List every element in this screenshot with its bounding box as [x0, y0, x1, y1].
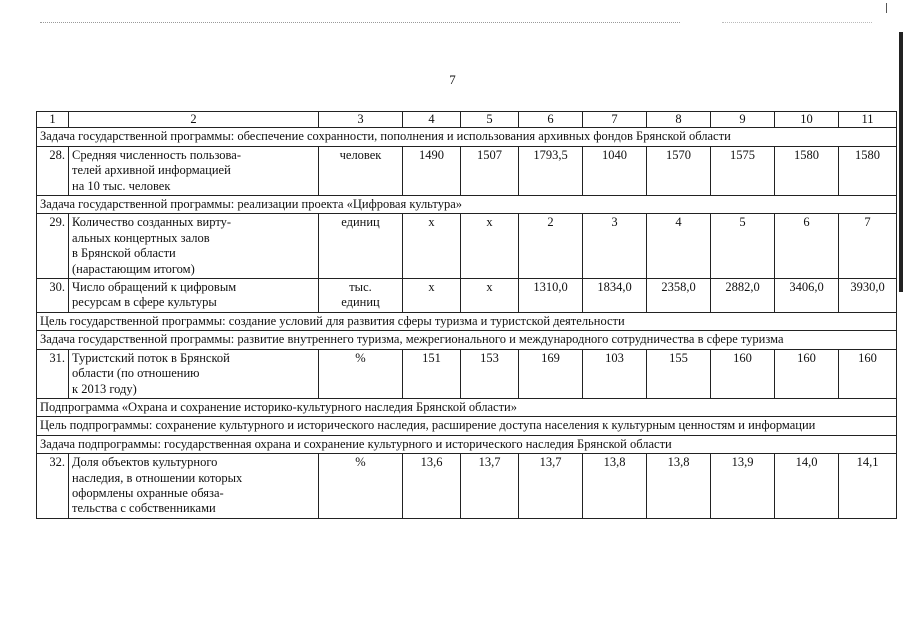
unit-cell [319, 279, 403, 313]
section-row-task [37, 435, 897, 453]
section-row-task [37, 196, 897, 214]
unit-line: тыс. [349, 280, 372, 295]
value-cell: 5 [711, 214, 775, 279]
unit-line: единиц [341, 215, 380, 230]
value-cell: 2882,0 [711, 279, 775, 313]
name-line: Число обращений к цифровым [72, 280, 237, 295]
name-line: альных концертных залов [72, 230, 210, 245]
section-row-task [37, 331, 897, 349]
value-cell: 3406,0 [775, 279, 839, 313]
name-line: телей архивной информацией [72, 163, 231, 178]
value-cell: 13,6 [403, 454, 461, 519]
header-cell: 1 [37, 112, 69, 128]
name-line: Количество созданных вирту- [72, 215, 232, 230]
value-cell: 13,9 [711, 454, 775, 519]
section-text: Задача государственной программы: обеспечение сохранности, пополнения и использования архивных фондов Брянской области [37, 128, 897, 146]
value-cell: 14,1 [839, 454, 897, 519]
value-cell: 1310,0 [519, 279, 583, 313]
header-cell: 8 [647, 112, 711, 128]
scan-edge-bar [899, 32, 903, 292]
unit-cell [319, 214, 403, 279]
row-number: 29. [37, 214, 69, 279]
name-line: оформлены охранные обяза- [72, 485, 224, 500]
value-cell: 160 [775, 349, 839, 398]
page-number: 7 [449, 72, 456, 87]
value-cell: 1580 [839, 146, 897, 195]
name-line: Туристский поток в Брянской [72, 350, 230, 365]
value-cell: 103 [583, 349, 647, 398]
section-text: Задача государственной программы: развитие внутреннего туризма, межрегионального и международного сотрудничества в сфере туризма [37, 331, 897, 349]
name-line: на 10 тыс. человек [72, 178, 171, 193]
column-numbers-row [37, 112, 897, 128]
value-cell: 155 [647, 349, 711, 398]
value-cell: 13,7 [519, 454, 583, 519]
value-cell: 1507 [461, 146, 519, 195]
name-line: наследия, в отношении которых [72, 470, 243, 485]
header-cell: 6 [519, 112, 583, 128]
section-row-task [37, 128, 897, 146]
section-text: Задача государственной программы: реализации проекта «Цифровая культура» [37, 196, 897, 214]
value-cell: 153 [461, 349, 519, 398]
unit-line: % [355, 350, 366, 365]
name-line: Средняя численность пользова- [72, 147, 242, 162]
value-cell: 160 [711, 349, 775, 398]
value-cell: 1834,0 [583, 279, 647, 313]
table-row-28 [37, 146, 897, 195]
value-cell: 2 [519, 214, 583, 279]
value-cell: 1570 [647, 146, 711, 195]
unit-cell [319, 146, 403, 195]
section-text: Цель подпрограммы: сохранение культурного и исторического наследия, расширение доступа населения к культурным ценностям и информации [37, 417, 897, 435]
section-text: Подпрограмма «Охрана и сохранение историко-культурного наследия Брянской области» [37, 398, 897, 416]
indicator-name [69, 454, 319, 519]
header-cell: 2 [69, 112, 319, 128]
value-cell: 13,8 [583, 454, 647, 519]
name-line: в Брянской области [72, 246, 176, 261]
unit-cell [319, 454, 403, 519]
indicator-name [69, 279, 319, 313]
value-cell: 1040 [583, 146, 647, 195]
indicators-table [36, 111, 897, 519]
row-number: 31. [37, 349, 69, 398]
value-cell: 160 [839, 349, 897, 398]
value-cell: 169 [519, 349, 583, 398]
name-line: области (по отношению [72, 366, 200, 381]
indicator-name [69, 146, 319, 195]
name-line: Доля объектов культурного [72, 455, 218, 470]
section-row-goal [37, 417, 897, 435]
value-cell: 3930,0 [839, 279, 897, 313]
value-cell: 14,0 [775, 454, 839, 519]
value-cell: 13,8 [647, 454, 711, 519]
row-number: 30. [37, 279, 69, 313]
header-cell: 7 [583, 112, 647, 128]
name-line: тельства с собственниками [72, 501, 216, 516]
indicator-name [69, 214, 319, 279]
value-cell: х [403, 279, 461, 313]
header-cell: 4 [403, 112, 461, 128]
value-cell: 7 [839, 214, 897, 279]
value-cell: 1793,5 [519, 146, 583, 195]
table-row-32 [37, 454, 897, 519]
indicator-name [69, 349, 319, 398]
value-cell: х [403, 214, 461, 279]
name-line: (нарастающим итогом) [72, 261, 195, 276]
row-number: 28. [37, 146, 69, 195]
table-row-31 [37, 349, 897, 398]
value-cell: 1575 [711, 146, 775, 195]
value-cell: 6 [775, 214, 839, 279]
scan-artifact-line [722, 22, 872, 23]
unit-line: % [355, 455, 366, 470]
table-row-29 [37, 214, 897, 279]
header-cell: 11 [839, 112, 897, 128]
unit-line: человек [339, 147, 382, 162]
section-text: Цель государственной программы: создание условий для развития сферы туризма и туристской деятельности [37, 312, 897, 330]
name-line: к 2013 году) [72, 381, 137, 396]
value-cell: 1580 [775, 146, 839, 195]
table-row-30 [37, 279, 897, 313]
value-cell: 1490 [403, 146, 461, 195]
unit-line: единиц [341, 295, 380, 310]
scan-artifact-tick [886, 3, 887, 13]
row-number: 32. [37, 454, 69, 519]
section-row-goal [37, 312, 897, 330]
value-cell: 151 [403, 349, 461, 398]
scan-artifact-line [40, 22, 680, 23]
header-cell: 9 [711, 112, 775, 128]
section-row-subprogram [37, 398, 897, 416]
name-line: ресурсам в сфере культуры [72, 295, 217, 310]
value-cell: 13,7 [461, 454, 519, 519]
header-cell: 10 [775, 112, 839, 128]
section-text: Задача подпрограммы: государственная охрана и сохранение культурного и исторического наследия Брянской области [37, 435, 897, 453]
unit-cell [319, 349, 403, 398]
header-cell: 5 [461, 112, 519, 128]
value-cell: 4 [647, 214, 711, 279]
value-cell: х [461, 214, 519, 279]
value-cell: 2358,0 [647, 279, 711, 313]
header-cell: 3 [319, 112, 403, 128]
value-cell: 3 [583, 214, 647, 279]
value-cell: х [461, 279, 519, 313]
